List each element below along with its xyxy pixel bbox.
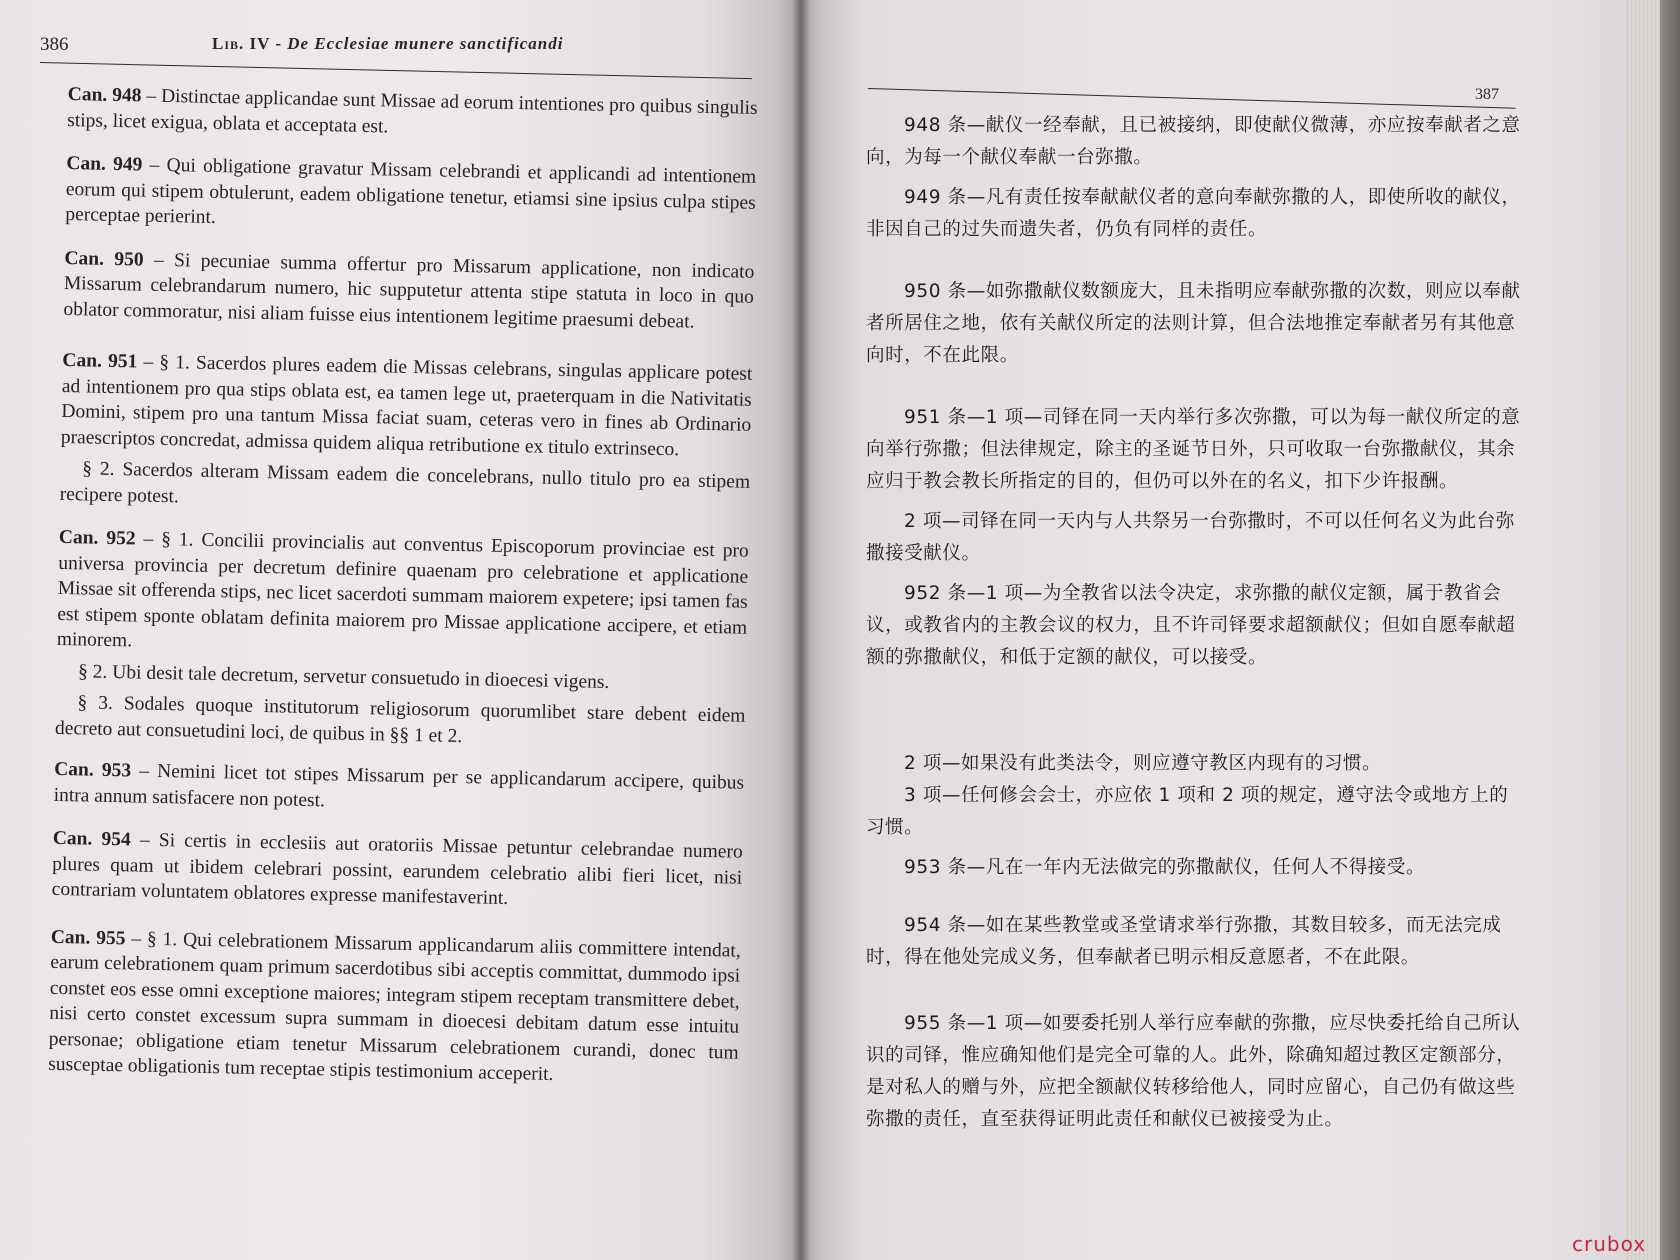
canon-number: Can. 952 (58, 526, 136, 550)
canon-954 (52, 826, 743, 916)
book-edge-shadow (1660, 0, 1680, 1260)
canon-953 (53, 757, 744, 822)
canon-text: § 3. Sodales quoque institutorum religiosorum quorumlibet stare debent eidem decreto aut consuetudini loci, de quibus in §§ 1 et 2. (54, 692, 746, 747)
zh-canon-952-paragraph-3: 3 项—任何修会会士，亦应依 1 项和 2 项的规定，遵守法令或地方上的习惯。 (866, 785, 1509, 838)
canon-text: – Si pecuniae summa offertur pro Missarum applicatione, non indicato Missarum celebrandarum numero, hic supputetur attenta stipe statuta in loco in quo oblator commoratur, nisi aliam fuisse eius intentionem legitime praesumi debeat. (63, 249, 755, 333)
canon-950 (63, 245, 754, 335)
zh-canon-954: 954 条—如在某些教堂或圣堂请求举行弥撒，其数目较多，而无法完成时，得在他处完成义务，但奉献者已明示相反意愿者，不在此限。 (866, 915, 1502, 968)
zh-canon-952: 952 条—1 项—为全教省以法令决定，求弥撒的献仪定额，属于教省会议，或教省内的主教会议的权力，且不许司铎要求超额献仪；但如自愿奉献超额的弥撒献仪，和低于定额的献仪，可以接受。 (866, 583, 1516, 668)
watermark: crubox (1572, 1232, 1647, 1256)
canon-number: Can. 949 (66, 152, 143, 176)
canon-952-paragraph-3 (55, 690, 746, 755)
canon-number: Can. 955 (50, 926, 126, 949)
canon-text: – § 1. Sacerdos plures eadem die Missas celebrans, singulas applicare potest ad intentionem pro qua stips oblata est, ea tamen lege ut, praeterquam in die Nativitatis Domini, stipem pro una tantum Missa faciat suam, ceteras vero in fines ab Ordinario praescriptos concredat, admissa quidem aliqua retributione ex titulo extrinseco. (60, 351, 753, 460)
running-head-lib: Lib. IV - (212, 34, 283, 53)
canon-951-paragraph-2 (59, 456, 750, 521)
canon-number: Can. 950 (64, 247, 144, 271)
canon-949 (65, 151, 756, 241)
page-number-right: 387 (1475, 86, 1499, 103)
zh-canon-953: 953 条—凡在一年内无法做完的弥撒献仪，任何人不得接受。 (904, 857, 1426, 878)
running-head-title: De Ecclesiae munere sanctificandi (287, 34, 564, 53)
canon-955 (48, 924, 741, 1091)
canon-text: § 2. Sacerdos alteram Missam eadem die concelebrans, nullo titulo pro ea stipem recipere potest. (59, 458, 751, 507)
canon-number: Can. 951 (62, 349, 138, 373)
canon-number: Can. 954 (52, 827, 131, 851)
canon-text: – § 1. Qui celebrationem Missarum applicandarum aliis committere intendat, earum celebrationem quam primum sacerdotibus sibi acceptis committat, dummodo ipsi constet eos esse omni exceptione maiores; integram stipem receptam transmittere debet, nisi certo constet excessum supra summam in dioecesi debitam datum esse intuitu personae; obligatione etiam tenetur Missarum celebrationem curandi, donec tum susceptae obligationis tum receptae stipis testimonium acceperit. (48, 927, 741, 1085)
zh-canon-952-paragraph-2: 2 项—如果没有此类法令，则应遵守教区内现有的习惯。 (904, 753, 1382, 774)
canon-text: – Si certis in ecclesiis aut oratoriis Missae petuntur celebrandae numero plures quam ut ibidem celebrari possint, earundem celebratio alibi fieri licet, nisi contrariam voluntatem oblatores expresse manifestaverint. (51, 829, 743, 909)
canon-number: Can. 953 (53, 758, 132, 782)
zh-canon-949: 949 条—凡有责任按奉献献仪者的意向奉献弥撒的人，即使所收的献仪，非因自己的过失而遗失者，仍负有同样的责任。 (866, 187, 1521, 240)
canon-text: – Qui obligatione gravatur Missam celebrandi et applicandi ad intentionem eorum qui stipem obtulerunt, eadem obligatione tenetur, etiamsi sine ipsius culpa stipes perceptae perierint. (65, 154, 757, 228)
canon-text: – § 1. Concilii provincialis aut conventus Episcoporum provinciae est pro universa provincia per decretum definire quaenam pro celebratione et applicatione Missae sit offerenda stips, nec licet sacerdoti summam maiorem expetere; ipsi tamen fas est stipem sponte oblatam definita maiorem pro Missae applicatione accipere, et etiam minorem. (56, 528, 749, 652)
canon-952 (57, 525, 749, 666)
zh-canon-955: 955 条—1 项—如要委托别人举行应奉献的弥撒，应尽快委托给自己所认识的司铎，惟应确知他们是完全可靠的人。此外，除确知超过教区定额部分，是对私人的赠与外，应把全额献仪转移给他人，同时应留心，自己仍有做这些弥撒的责任，直至获得证明此责任和献仪已被接受为止。 (866, 1013, 1521, 1130)
canon-text: – Nemini licet tot stipes Missarum per se applicandarum accipere, quibus intra annum satisfacere non potest. (53, 760, 745, 811)
book-gutter (792, 0, 810, 1260)
zh-canon-950: 950 条—如弥撒献仪数额庞大，且未指明应奉献弥撒的次数，则应以奉献者所居住之地，依有关献仪所定的法则计算，但合法地推定奉献者另有其他意向时，不在此限。 (866, 281, 1521, 366)
canon-951 (61, 348, 753, 464)
zh-canon-951: 951 条—1 项—司铎在同一天内举行多次弥撒，可以为每一献仪所定的意向举行弥撒；但法律规定，除主的圣诞节日外，只可收取一台弥撒献仪，其余应归于教会教长所指定的目的，但仍可以外在的名义，扣下少许报酬。 (866, 407, 1521, 492)
chinese-text (866, 110, 1521, 1136)
page-number-left: 386 (40, 34, 69, 55)
zh-canon-948: 948 条—献仪一经奉献，且已被接纳，即使献仪微薄，亦应按奉献者之意向，为每一个献仪奉献一台弥撒。 (866, 115, 1521, 168)
running-title (212, 34, 563, 54)
canon-text: – Distinctae applicandae sunt Missae ad eorum intentiones pro quibus singulis stips, licet exigua, oblata et acceptata est. (67, 85, 758, 137)
canon-number: Can. 948 (67, 83, 142, 107)
canon-text: § 2. Ubi desit tale decretum, servetur consuetudo in dioecesi vigens. (77, 660, 610, 693)
zh-canon-951-paragraph-2: 2 项—司铎在同一天内与人共祭另一台弥撒时，不可以任何名义为此台弥撒接受献仪。 (866, 511, 1515, 564)
running-head (40, 30, 740, 60)
latin-text (48, 82, 758, 1109)
